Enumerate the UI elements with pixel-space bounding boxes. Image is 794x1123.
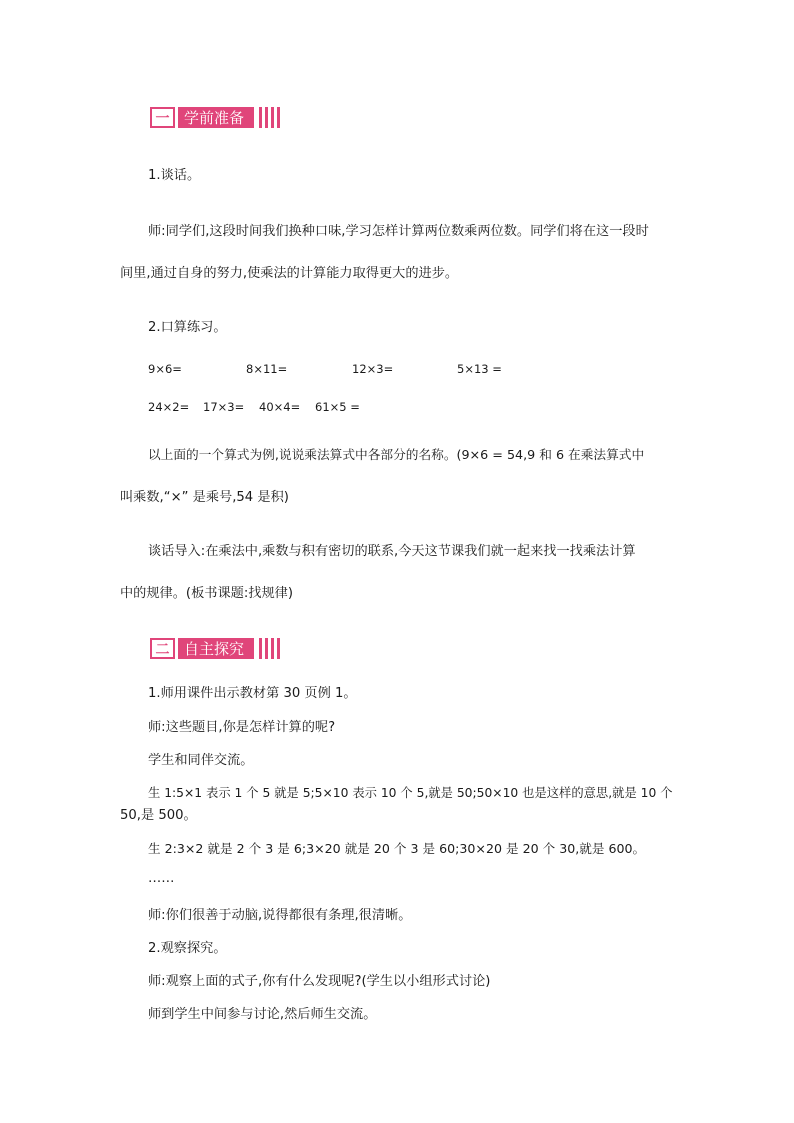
decorative-stripes [256,638,280,659]
paragraph: 2.观察探究。 [148,941,227,956]
section-number: 一 [150,107,175,128]
paragraph: 师到学生中间参与讨论,然后师生交流。 [148,1007,377,1022]
paragraph: 间里,通过自身的努力,使乘法的计算能力取得更大的进步。 [120,266,459,281]
paragraph: 谈话导入:在乘法中,乘数与积有密切的联系,今天这节课我们就一起来找一找乘法计算 [148,544,636,559]
paragraph: 2.口算练习。 [148,320,227,335]
paragraph: 叫乘数,“×” 是乘号,54 是积) [120,490,289,505]
paragraph: 生 1:5×1 表示 1 个 5 就是 5;5×10 表示 10 个 5,就是 50;50×10 也是这样的意思,就是 10 个 [148,786,673,800]
paragraph: 师:这些题目,你是怎样计算的呢? [148,720,336,735]
math-exercise: 5×13 = [457,362,502,376]
section-title: 自主探究 [178,638,254,659]
section-title: 学前准备 [178,107,254,128]
section-number: 二 [150,638,175,659]
paragraph: 50,是 500。 [120,808,197,823]
paragraph: 中的规律。(板书课题:找规律) [120,586,293,601]
section-header-2 [150,638,280,659]
math-exercise: 12×3= [352,362,394,376]
paragraph: 师:观察上面的式子,你有什么发现呢?(学生以小组形式讨论) [148,974,491,989]
paragraph: 师:同学们,这段时间我们换种口味,学习怎样计算两位数乘两位数。同学们将在这一段时 [148,224,649,239]
math-exercise: 24×2= [148,400,190,414]
paragraph: 学生和同伴交流。 [148,753,254,768]
math-exercise: 61×5 = [315,400,360,414]
math-exercise: 17×3= [203,400,245,414]
paragraph: 生 2:3×2 就是 2 个 3 是 6;3×20 就是 20 个 3 是 60;30×20 是 20 个 30,就是 600。 [148,841,646,856]
math-exercise: 40×4= [259,400,301,414]
section-header-1 [150,107,280,128]
paragraph: 1.师用课件出示教材第 30 页例 1。 [148,686,357,701]
ellipsis: …… [148,871,175,886]
paragraph: 师:你们很善于动脑,说得都很有条理,很清晰。 [148,908,412,923]
paragraph: 以上面的一个算式为例,说说乘法算式中各部分的名称。(9×6 = 54,9 和 6 在乘法算式中 [148,447,645,462]
math-exercise: 8×11= [246,362,288,376]
math-exercise: 9×6= [148,362,182,376]
decorative-stripes [256,107,280,128]
paragraph: 1.谈话。 [148,168,201,183]
